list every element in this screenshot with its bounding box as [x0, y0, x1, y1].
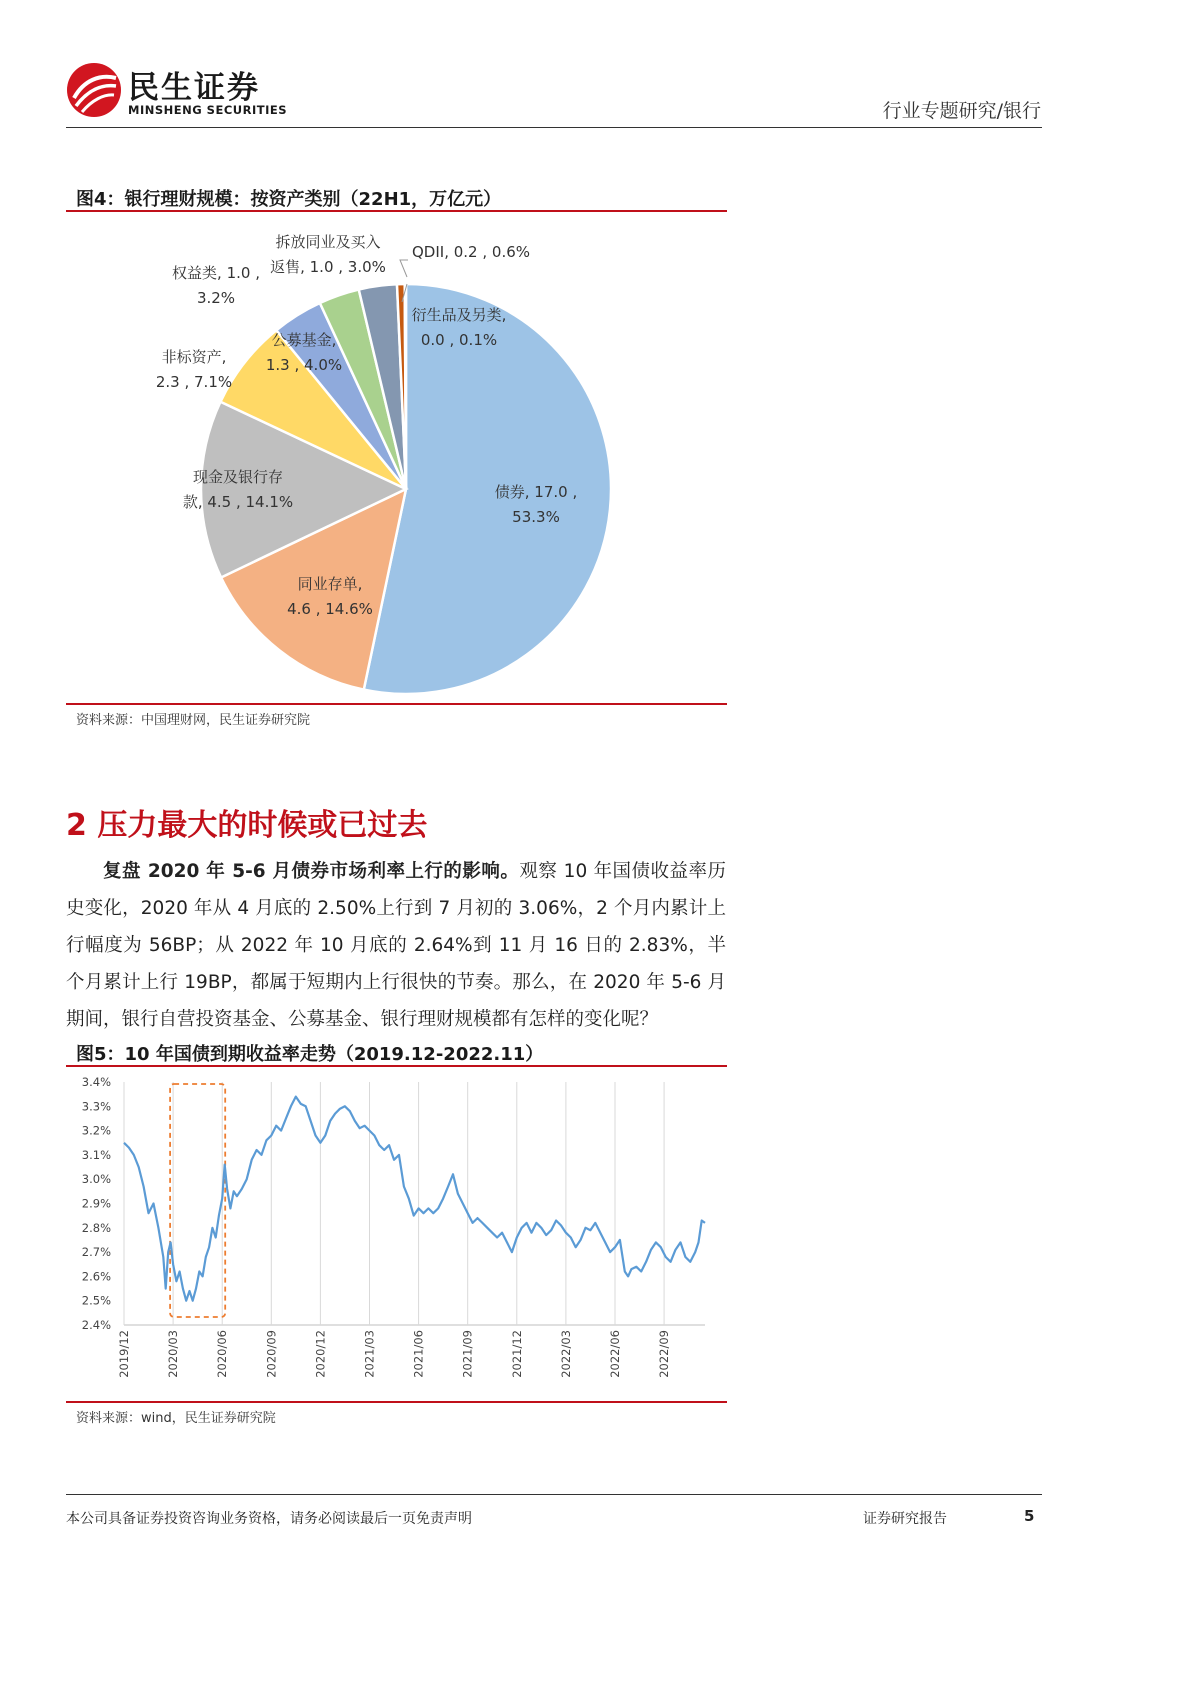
- figure5-line-chart: [66, 1066, 727, 1400]
- pie-label-4-line2: 2.3 , 7.1%: [155, 373, 233, 391]
- pie-label-1: 债券, 17.0 ,: [494, 483, 578, 501]
- section-heading: 2 压力最大的时候或已过去: [66, 808, 428, 843]
- y-tick-label: 2.4%: [81, 1318, 111, 1332]
- section-paragraph: [66, 853, 726, 1038]
- x-tick-label: 2020/06: [215, 1330, 230, 1378]
- figure5-source-rule: [66, 1401, 727, 1403]
- y-tick-label: 3.4%: [81, 1075, 111, 1089]
- header-divider: [66, 127, 1042, 128]
- y-tick-label: 2.8%: [81, 1220, 111, 1235]
- pie-label-3: 现金及银行存: [192, 468, 284, 486]
- y-tick-label: 3.0%: [81, 1172, 111, 1187]
- pie-label-9: 衍生品及另类,: [411, 306, 507, 324]
- x-tick-label: 2022/09: [657, 1330, 672, 1378]
- pie-label-5-line2: 1.3 , 4.0%: [265, 356, 343, 374]
- x-tick-label: 2021/09: [460, 1330, 475, 1378]
- figure4-source: 资料来源：中国理财网，民生证券研究院: [76, 713, 311, 728]
- pie-label-2: 同业存单,: [297, 575, 363, 593]
- pie-label-4: 非标资产,: [161, 348, 227, 366]
- footer-divider: [66, 1494, 1042, 1495]
- pie-label-5: 公募基金,: [271, 331, 337, 349]
- figure4-title: 图4：银行理财规模：按资产类别（22H1，万亿元）: [76, 189, 502, 210]
- company-logo: [66, 62, 122, 118]
- x-tick-label: 2020/12: [313, 1330, 328, 1378]
- pie-leader-line-8: [400, 260, 408, 277]
- pie-label-7-line2: 返售, 1.0 , 3.0%: [270, 258, 386, 276]
- y-tick-label: 3.2%: [81, 1123, 111, 1138]
- x-tick-label: 2021/03: [362, 1330, 377, 1378]
- pie-label-1-line2: 53.3%: [512, 508, 560, 526]
- figure4-pie-chart: [66, 212, 727, 702]
- pie-slice-9: [405, 284, 406, 489]
- logo-english-name: MINSHENG SECURITIES: [128, 103, 287, 117]
- x-tick-label: 2020/03: [166, 1330, 181, 1378]
- paragraph-lead: 复盘 2020 年 5-6 月债券市场利率上行的影响。: [103, 861, 520, 882]
- logo-chinese-name: 民生证券: [128, 70, 260, 106]
- page-number: 5: [1024, 1507, 1035, 1525]
- pie-label-8: QDII, 0.2 , 0.6%: [412, 243, 531, 261]
- pie-label-6-line2: 3.2%: [196, 289, 236, 307]
- y-tick-label: 2.6%: [81, 1269, 111, 1284]
- yield-line: [124, 1097, 705, 1301]
- figure4-source-rule: [66, 703, 727, 705]
- y-tick-label: 3.1%: [81, 1147, 111, 1162]
- x-tick-label: 2021/12: [509, 1330, 524, 1378]
- figure5-title: 图5：10 年国债到期收益率走势（2019.12-2022.11）: [76, 1044, 544, 1065]
- footer-report-type: 证券研究报告: [863, 1511, 947, 1527]
- pie-label-6: 权益类, 1.0 ,: [172, 264, 260, 282]
- x-tick-label: 2022/06: [607, 1330, 622, 1378]
- pie-label-9-line2: 0.0 , 0.1%: [420, 331, 498, 349]
- y-tick-label: 2.7%: [81, 1245, 111, 1260]
- pie-label-3-line2: 款, 4.5 , 14.1%: [182, 493, 294, 511]
- x-tick-label: 2020/09: [264, 1330, 279, 1378]
- footer-disclaimer: 本公司具备证券投资咨询业务资格，请务必阅读最后一页免责声明: [66, 1511, 472, 1527]
- y-tick-label: 2.5%: [81, 1293, 111, 1308]
- y-tick-label: 3.3%: [81, 1099, 111, 1114]
- pie-label-7: 拆放同业及买入: [275, 233, 381, 251]
- paragraph-body: 观察 10 年国债收益率历史变化，2020 年从 4 月底的 2.50%上行到 7 月初的 3.06%，2 个月内累计上行幅度为 56BP；从 2022 年 10 月底的 2.64%到 11 月 16 日的 2.83%，半个月累计上行 19BP，都属于短期内上行很快的节奏。那么，在 2020 年 5-6 月期间，银行自营投资基金、公募基金、银行理财规模都有怎样的变化呢？: [66, 861, 726, 1030]
- x-tick-label: 2019/12: [117, 1330, 131, 1378]
- x-tick-label: 2022/03: [558, 1330, 573, 1378]
- report-category: 行业专题研究/银行: [882, 100, 1041, 122]
- figure5-source: 资料来源：wind，民生证券研究院: [76, 1411, 276, 1426]
- logo-emblem-icon: [66, 62, 122, 118]
- y-tick-label: 2.9%: [81, 1196, 111, 1211]
- pie-label-2-line2: 4.6 , 14.6%: [287, 600, 373, 618]
- x-tick-label: 2021/06: [411, 1330, 426, 1378]
